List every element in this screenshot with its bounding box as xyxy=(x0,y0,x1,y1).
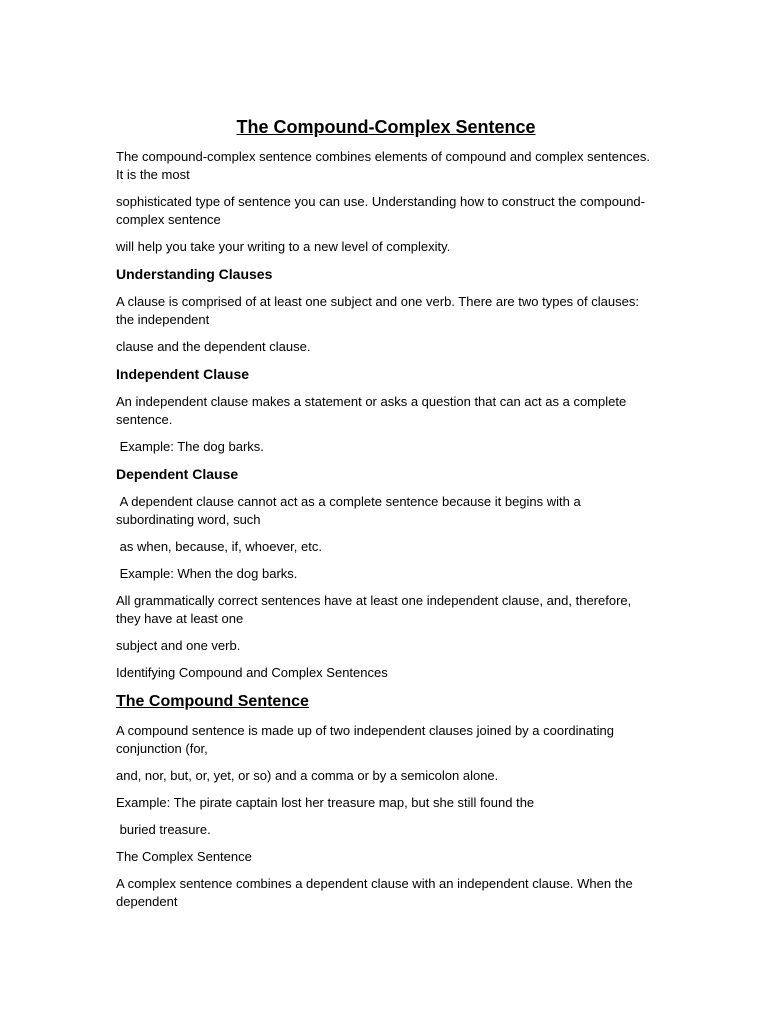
paragraph: sophisticated type of sentence you can use. Understanding how to construct the compound-complex sentence xyxy=(116,194,645,227)
example-line: buried treasure. xyxy=(116,822,211,837)
paragraph: clause and the dependent clause. xyxy=(116,339,311,354)
paragraph: The compound-complex sentence combines elements of compound and complex sentences. It is the most xyxy=(116,149,651,182)
example-line: Example: The dog barks. xyxy=(116,439,264,454)
paragraph: Identifying Compound and Complex Sentences xyxy=(116,665,388,680)
paragraph: An independent clause makes a statement or asks a question that can act as a complete sentence. xyxy=(116,394,627,427)
paragraph: A clause is comprised of at least one subject and one verb. There are two types of clauses: the independent xyxy=(116,294,639,327)
paragraph: A complex sentence combines a dependent clause with an independent clause. When the dependent xyxy=(116,876,633,909)
paragraph: and, nor, but, or, yet, or so) and a comma or by a semicolon alone. xyxy=(116,768,499,783)
section-heading-understanding-clauses: Understanding Clauses xyxy=(116,266,273,282)
paragraph: All grammatically correct sentences have at least one independent clause, and, therefore, they have at least one xyxy=(116,593,632,626)
document-page xyxy=(116,116,656,920)
paragraph: subject and one verb. xyxy=(116,638,241,653)
section-heading-compound-sentence: The Compound Sentence xyxy=(116,693,309,710)
paragraph: A compound sentence is made up of two independent clauses joined by a coordinating conjunction (for, xyxy=(116,723,614,756)
section-heading-independent-clause: Independent Clause xyxy=(116,366,250,382)
example-line: Example: The pirate captain lost her treasure map, but she still found the xyxy=(116,795,535,810)
paragraph: The Complex Sentence xyxy=(116,849,252,864)
paragraph: as when, because, if, whoever, etc. xyxy=(116,539,322,554)
paragraph: A dependent clause cannot act as a complete sentence because it begins with a subordinating word, such xyxy=(116,494,585,527)
example-line: Example: When the dog barks. xyxy=(116,566,298,581)
section-heading-dependent-clause: Dependent Clause xyxy=(116,466,239,482)
document-title: The Compound-Complex Sentence xyxy=(236,117,536,137)
paragraph: will help you take your writing to a new level of complexity. xyxy=(116,239,451,254)
